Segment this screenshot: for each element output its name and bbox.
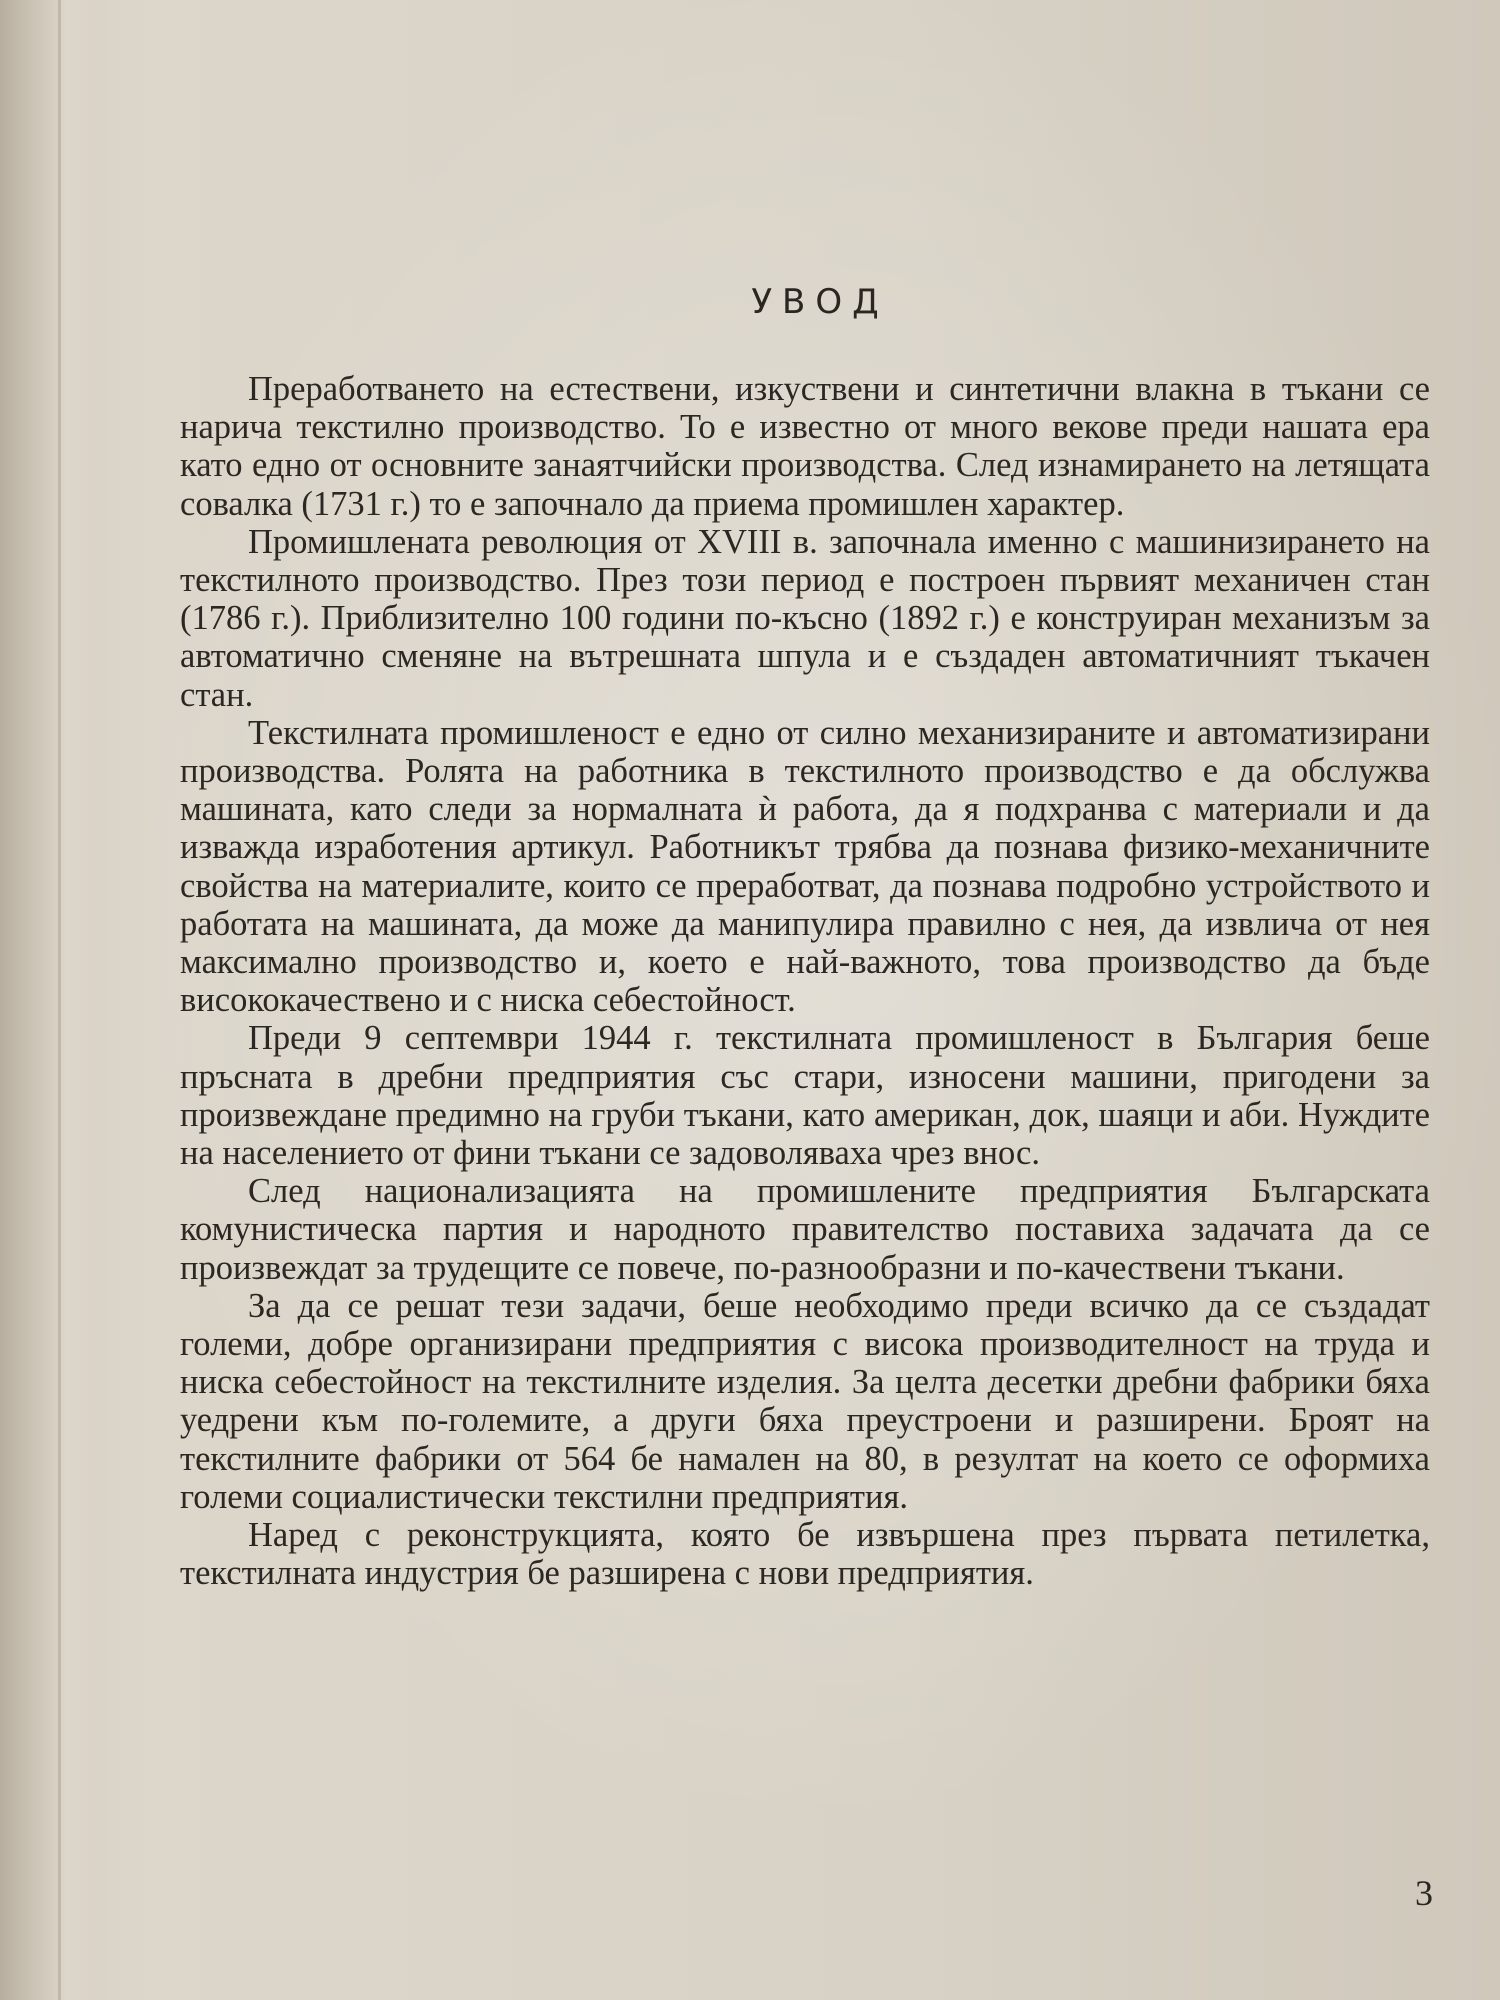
paragraph-6: За да се решат тези задачи, беше необходимо преди всичко да се създадат големи, добре организирани предприятия с висока производителност на труда и ниска себестойност на текстилните изделия. За целта десетки дребни фабрики бяха уедрени към по-големите, а други бяха преустроени и разширени. Броят на текстилните фабрики от 564 бе намален на 80, в резултат на което се оформиха големи социалистически текстилни предприятия. <box>180 1286 1430 1516</box>
chapter-heading: УВОД <box>751 282 889 322</box>
paragraph-2: Промишлената революция от XVIII в. започнала именно с машинизирането на текстилното производство. През този период е построен първият механичен стан (1786 г.). Приблизително 100 години по-късно (1892 г.) е конструиран механизъм за автоматично сменяне на вътрешната шпула и е създаден автоматичният тъкачен стан. <box>180 522 1430 714</box>
paragraph-5: След национализацията на промишлените предприятия Българската комунистическа партия и народното правителство поставиха задачата да се произвеждат за трудещите се повече, по-разнообразни и по-качествени тъкани. <box>180 1172 1430 1287</box>
page-number: 3 <box>1415 1873 1433 1913</box>
body-text <box>180 370 1430 1593</box>
paragraph-1: Преработването на естествени, изкуствени и синтетични влакна в тъкани се нарича текстилно производство. То е известно от много векове преди нашата ера като едно от основните занаятчийски производства. След изнамирането на летящата совалка (1731 г.) то е започнало да приема промишлен характер. <box>180 370 1430 523</box>
paragraph-7: Наред с реконструкцията, която бе извършена през първата петилетка, текстилната индустрия бе разширена с нови предприятия. <box>180 1516 1430 1593</box>
paragraph-3: Текстилната промишленост е едно от силно механизираните и автоматизирани производства. Ролята на работника в текстилното производство е да обслужва машината, като следи за нормалната ѝ работа, да я подхранва с материали и да изважда изработения артикул. Работникът трябва да познава физико-механичните свойства на материалите, които се преработват, да познава подробно устройството и работата на машината, да може да манипулира правилно с нея, да извлича от нея максимално производство и, което е най-важното, това производство да бъде висококачествено и с ниска себестойност. <box>180 713 1430 1020</box>
paragraph-4: Преди 9 септември 1944 г. текстилната промишленост в България беше пръсната в дребни предприятия със стари, износени машини, пригодени за произвеждане предимно на груби тъкани, като американ, док, шаяци и аби. Нуждите на населението от фини тъкани се задоволяваха чрез внос. <box>180 1019 1430 1173</box>
